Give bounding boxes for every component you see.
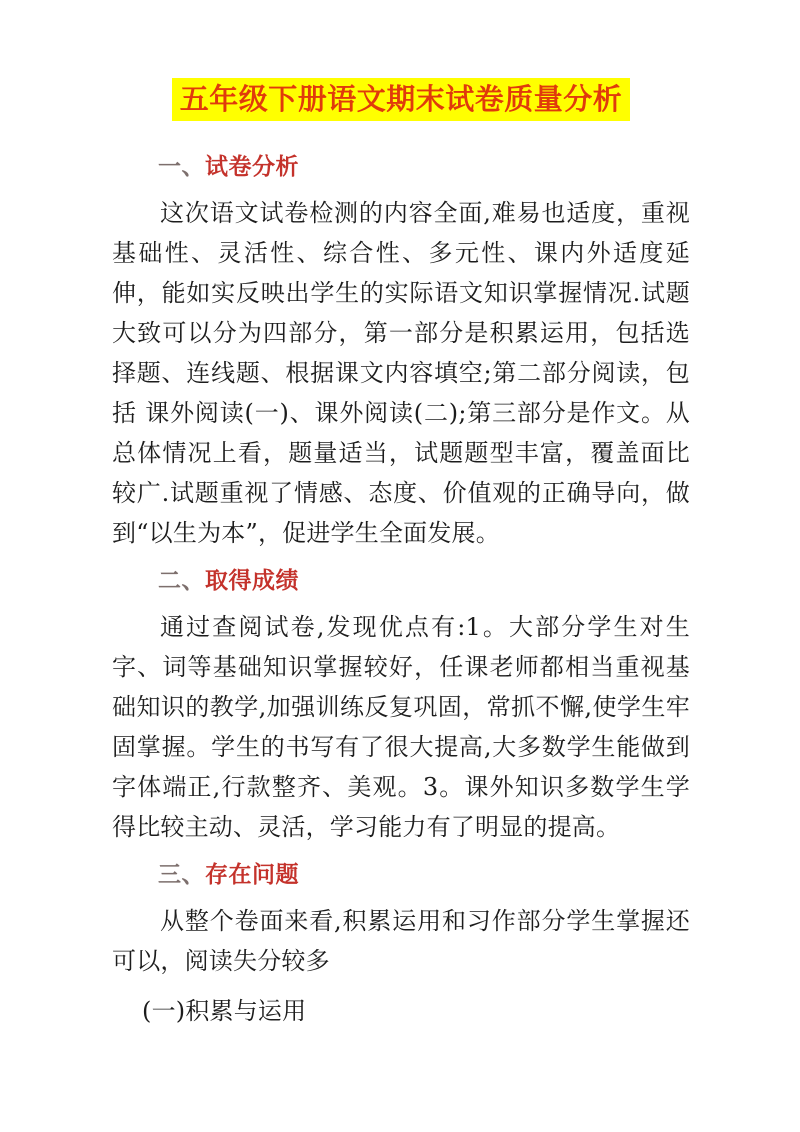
section-title-2: 取得成绩 xyxy=(205,567,299,595)
section-2-paragraph: 通过查阅试卷,发现优点有:1。大部分学生对生字、词等基础知识掌握较好，任课老师都相当重视基础知识的教学,加强训练反复巩固，常抓不懈,使学生牢固掌握。学生的书写有了很大提高,大多数学生能做到字体端正,行款整齐、美观。3。课外知识多数学生学得比较主动、灵活，学习能力有了明显的提高。 xyxy=(112,613,690,842)
section-3-subheading: (一)积累与运用 xyxy=(142,997,307,1026)
section-number-2: 二、 xyxy=(158,567,205,595)
document-body xyxy=(112,78,690,1033)
section-title-3: 存在问题 xyxy=(205,861,299,889)
section-heading-2 xyxy=(112,561,690,601)
section-title-1: 试卷分析 xyxy=(205,153,299,181)
section-number-1: 一、 xyxy=(158,153,205,181)
section-heading-1 xyxy=(112,147,690,187)
page-title: 五年级下册语文期末试卷质量分析 xyxy=(172,78,631,121)
section-heading-3 xyxy=(112,855,690,895)
title-row xyxy=(112,78,690,121)
section-number-3: 三、 xyxy=(158,861,205,889)
section-3-paragraph: 从整个卷面来看,积累运用和习作部分学生掌握还可以，阅读失分较多 xyxy=(112,907,690,976)
section-1-paragraph: 这次语文试卷检测的内容全面,难易也适度，重视基础性、灵活性、综合性、多元性、课内外适度延伸，能如实反映出学生的实际语文知识掌握情况.试题大致可以分为四部分，第一部分是积累运用，包括选择题、连线题、根据课文内容填空;第二部分阅读，包括 课外阅读(一)、课外阅读(二);第三部分是作文。从总体情况上看，题量适当，试题题型丰富，覆盖面比较广.试题重视了情感、态度、价值观的正确导向，做到“以生为本”，促进学生全面发展。 xyxy=(112,199,690,548)
